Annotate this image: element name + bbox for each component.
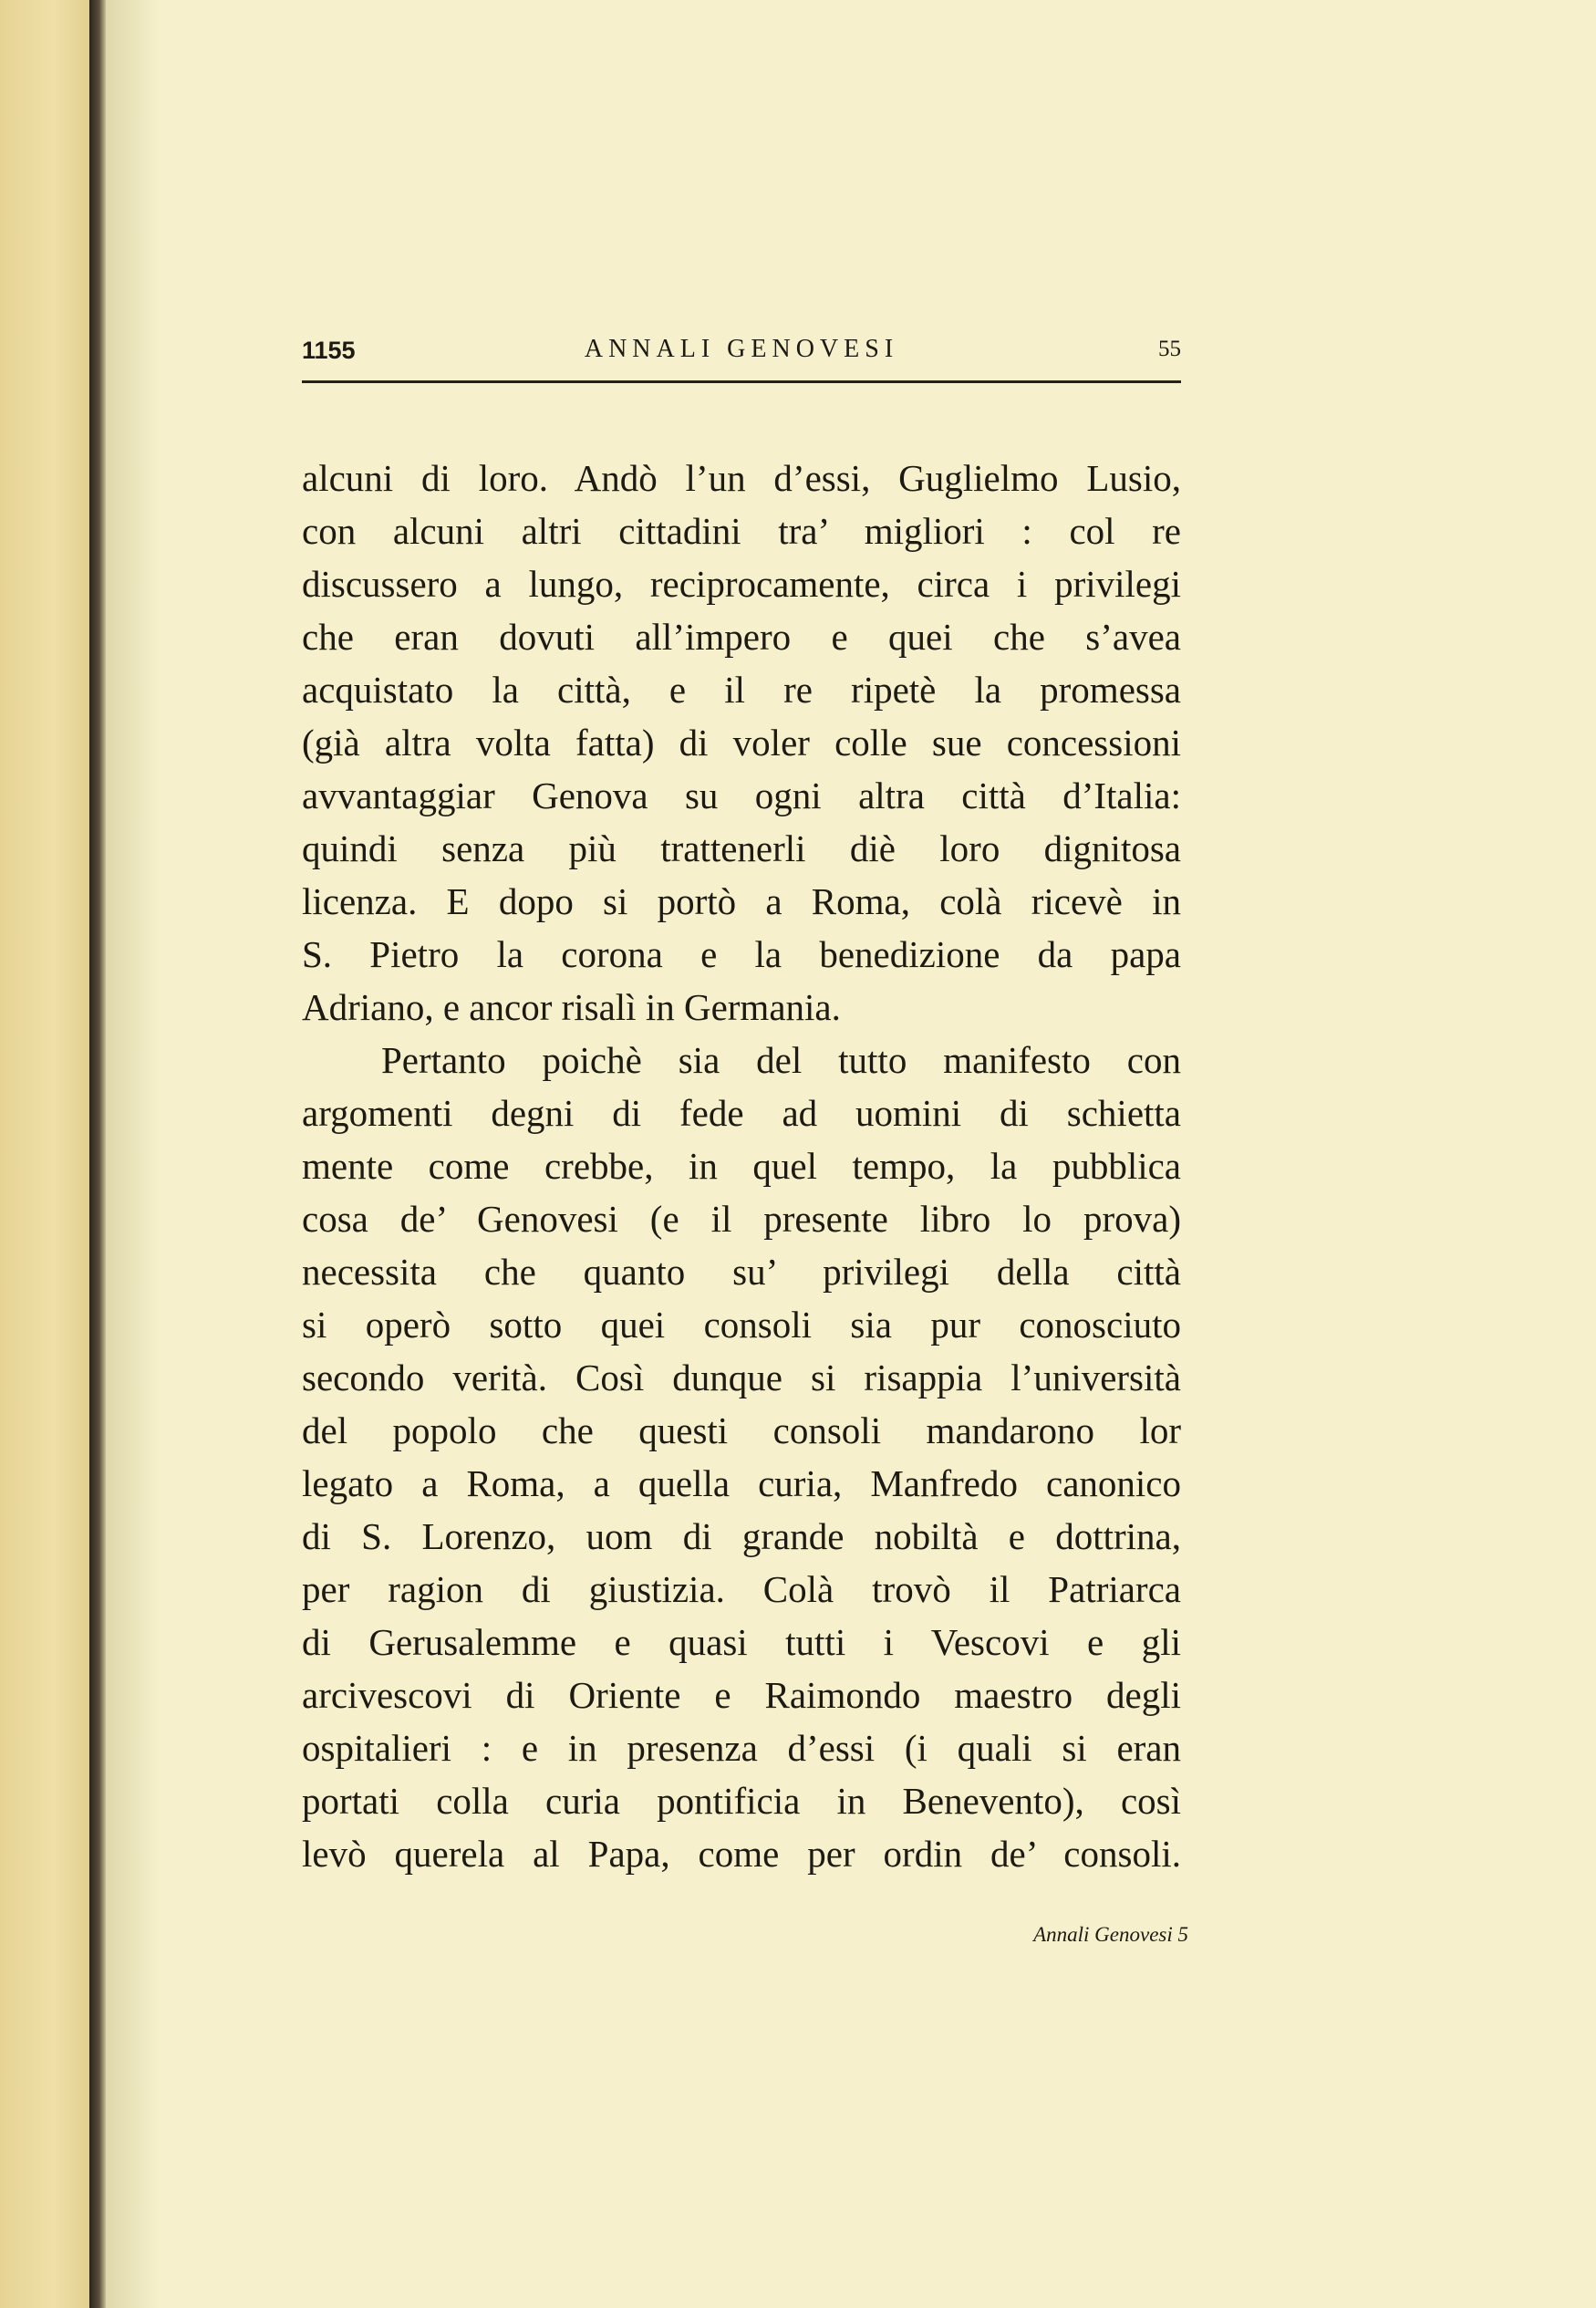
text-line: cosa de’ Genovesi (e il presente libro lo prova): [302, 1198, 1181, 1240]
text-line: del popolo che questi consoli mandarono lor: [302, 1409, 1181, 1451]
text-line: quindi senza più trattenerli diè loro dignitosa: [302, 827, 1181, 869]
text-line: Pertanto poichè sia del tutto manifesto con: [381, 1039, 1181, 1081]
text-line: ospitalieri : e in presenza d’essi (i quali si eran: [302, 1727, 1181, 1769]
running-header: [302, 333, 1181, 369]
book-spine: [89, 0, 106, 2308]
gutter-shadow: [106, 0, 161, 2308]
text-line: (già altra volta fatta) di voler colle sue concessioni: [302, 722, 1181, 764]
text-line: acquistato la città, e il re ripetè la promessa: [302, 669, 1181, 711]
text-line: avvantaggiar Genova su ogni altra città d’Italia:: [302, 775, 1181, 816]
signature-mark: Annali Genovesi 5: [1033, 1923, 1188, 1946]
text-line: per ragion di giustizia. Colà trovò il Patriarca: [302, 1568, 1181, 1610]
header-title: ANNALI GENOVESI: [584, 335, 899, 363]
body-text: [302, 452, 1181, 1880]
text-line: arcivescovi di Oriente e Raimondo maestro degli: [302, 1674, 1181, 1716]
paragraph-2: [302, 1034, 1181, 1880]
page-left-edge: [0, 0, 89, 2308]
text-line: di S. Lorenzo, uom di grande nobiltà e dottrina,: [302, 1515, 1181, 1557]
text-line: legato a Roma, a quella curia, Manfredo canonico: [302, 1462, 1181, 1504]
text-line: portati colla curia pontificia in Benevento), così: [302, 1780, 1181, 1822]
text-line: di Gerusalemme e quasi tutti i Vescovi e gli: [302, 1621, 1181, 1663]
text-line: discussero a lungo, reciprocamente, circa i privilegi: [302, 563, 1181, 605]
page-number: 55: [1158, 337, 1181, 361]
text-line: secondo verità. Così dunque si risappia l’università: [302, 1357, 1181, 1398]
text-line: licenza. E dopo si portò a Roma, colà ricevè in: [302, 880, 1181, 922]
text-line: con alcuni altri cittadini tra’ migliori : col re: [302, 510, 1181, 552]
paragraph-1: [302, 452, 1181, 1034]
header-year: 1155: [302, 337, 356, 364]
text-line: alcuni di loro. Andò l’un d’essi, Guglielmo Lusio,: [302, 457, 1181, 499]
header-rule: [302, 380, 1181, 383]
text-line: Adriano, e ancor risalì in Germania.: [302, 986, 841, 1028]
text-line: che eran dovuti all’impero e quei che s’avea: [302, 616, 1181, 658]
text-line: necessita che quanto su’ privilegi della città: [302, 1251, 1181, 1293]
text-line: mente come crebbe, in quel tempo, la pubblica: [302, 1145, 1181, 1187]
text-line: si operò sotto quei consoli sia pur conosciuto: [302, 1304, 1181, 1346]
text-line: S. Pietro la corona e la benedizione da papa: [302, 933, 1181, 975]
text-line: argomenti degni di fede ad uomini di schietta: [302, 1092, 1181, 1134]
text-line: levò querela al Papa, come per ordin de’ consoli.: [302, 1833, 1181, 1875]
